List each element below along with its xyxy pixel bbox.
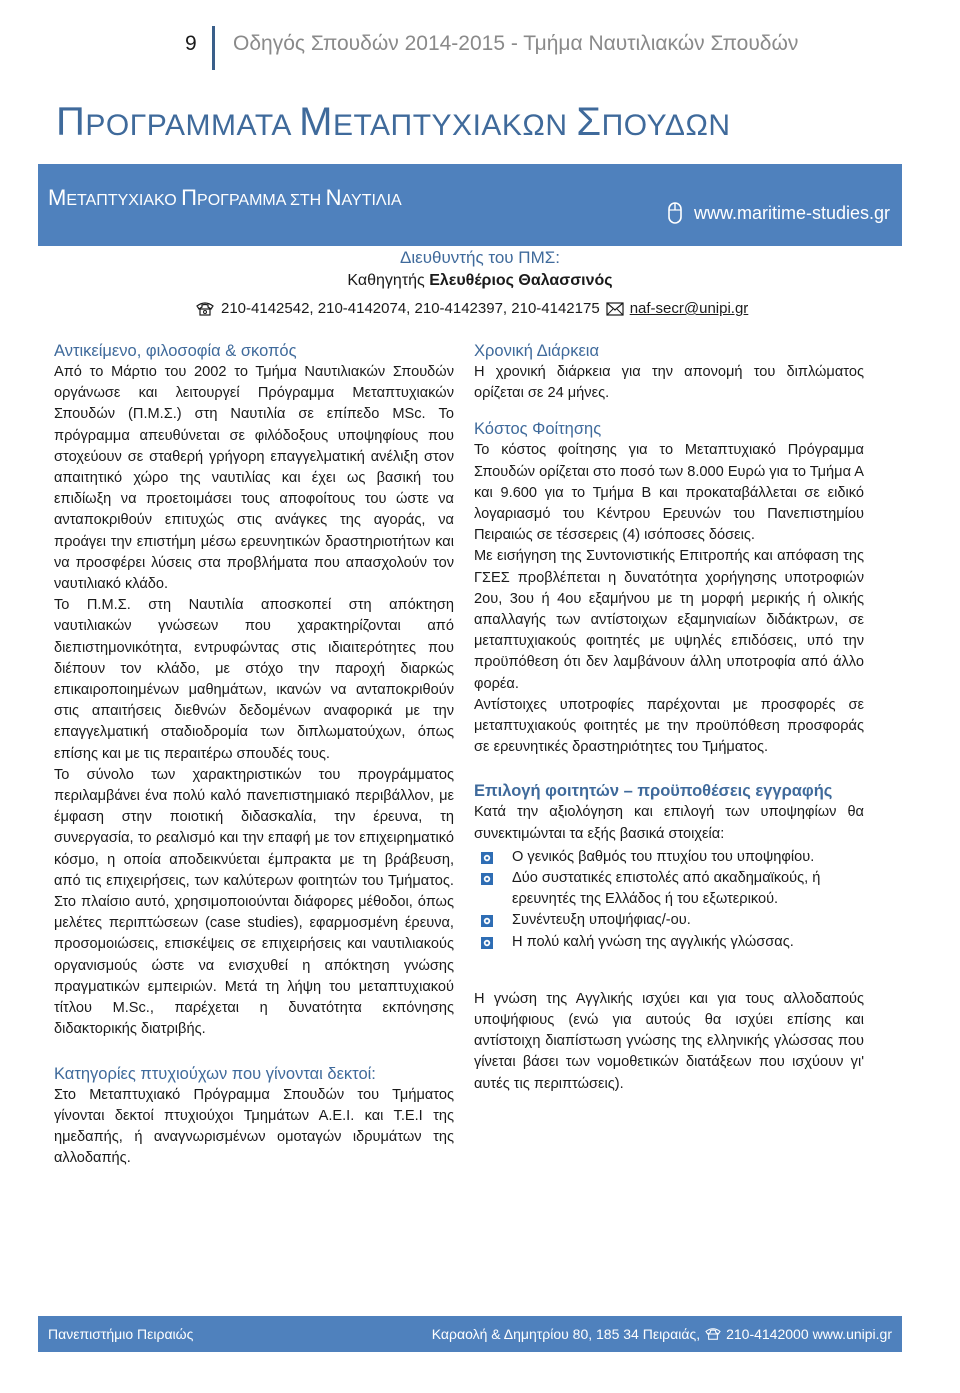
phone-icon xyxy=(195,301,215,317)
section-title-duration: Χρονική Διάρκεια xyxy=(474,342,600,360)
title-cap-2: Μ xyxy=(299,100,333,144)
director-name-line xyxy=(0,272,960,290)
criteria-text: Δύο συστατικές επιστολές από ακαδημαϊκούς, ή ερευνητές της Ελλάδος ή του εξωτερικού. xyxy=(512,870,821,908)
target-bullet-icon xyxy=(480,872,494,886)
objective-paragraph-2: Το Π.Μ.Σ. στη Ναυτιλία αποσκοπεί στη απόκτηση ναυτιλιακών γνώσεων που χαρακτηρίζονται από διεπιστημονικότητα, εντρυφώντας στις ιδιαιτερότητες που διέπουν τον κλάδο, με στόχο την παροχή διαρκώς επικαιροποιημένων μαθημάτων, ικανών να ανταποκριθούν στις απαιτήσεις διεθνών δεδομένων αναφορικά με την επαγγελματική σταδιοδρομία των διπλωματούχων, όπως επίσης και με τις περαιτέρω σπουδές τους. xyxy=(54,597,454,762)
email-link[interactable]: naf-secr@unipi.gr xyxy=(629,300,749,317)
footer-site-link[interactable]: www.unipi.gr xyxy=(812,1326,892,1342)
footer-phone: 210-4142000 xyxy=(726,1326,809,1342)
title-rest-2: ΕΤΑΠΤΥΧΙΑΚΩΝ xyxy=(332,109,577,142)
footer-contact xyxy=(432,1326,892,1342)
program-band xyxy=(38,164,902,246)
selection-paragraph-2: Η γνώση της Αγγλικής ισχύει και για τους αλλοδαπούς υποψήφιους (ενώ για αυτούς θα ισχύει επίσης και αντίστοιχη διαπίστωση γνώσης της ελληνικής γλώσσας που γίνεται βάσει των νομοθετικών διατάξεων που ισχύουν γι' αυτές τις περιπτώσεις). xyxy=(474,990,864,1092)
phone-numbers: 210-4142542, 210-4142074, 210-4142397, 210-4142175 xyxy=(221,300,600,317)
selection-criteria-list xyxy=(474,847,864,953)
page-heading: Οδηγός Σπουδών 2014-2015 - Τμήμα Ναυτιλιακών Σπουδών xyxy=(233,32,799,55)
list-item xyxy=(474,910,864,931)
website-text: www.maritime-studies.gr xyxy=(693,202,890,223)
contact-line xyxy=(195,300,748,317)
program-title xyxy=(48,185,402,211)
page-header xyxy=(0,18,960,70)
mouse-icon xyxy=(662,200,688,226)
envelope-icon xyxy=(606,302,624,316)
list-item xyxy=(474,847,864,868)
header-divider xyxy=(212,26,215,70)
director-prefix: Καθηγητής xyxy=(347,272,430,289)
director-label: Διευθυντής του ΠΜΣ: xyxy=(400,248,560,267)
section-title-cost: Κόστος Φοίτησης xyxy=(474,420,602,439)
band-cap-1: Μ xyxy=(48,185,67,210)
selection-paragraph-1: Κατά την αξιολόγηση και επιλογή των υποψηφίων θα συνεκτιμώνται τα εξής βασικά στοιχεία: xyxy=(474,804,864,842)
criteria-text: Συνέντευξη υποψήφιας/-ου. xyxy=(512,912,691,929)
target-bullet-icon xyxy=(480,914,494,928)
title-rest-3: ΠΟΥΔΩΝ xyxy=(601,109,731,142)
footer-address: Καραολή & Δημητρίου 80, 185 34 Πειραιάς, xyxy=(431,1326,701,1342)
criteria-text: Η πολύ καλή γνώση της αγγλικής γλώσσας. xyxy=(512,933,794,950)
page-title xyxy=(56,100,731,145)
title-rest-1: ΡΟΓΡΑΜΜΑΤΑ xyxy=(85,109,300,142)
list-item xyxy=(474,932,864,953)
cost-paragraph-3: Αντίστοιχες υποτροφίες παρέχονται με προσφορές σε μεταπτυχιακούς φοιτητές με την προϋπόθεση προσφοράς σε ερευνητικές δραστηριότητες του Τμήματος. xyxy=(474,696,864,756)
section-title-selection: Επιλογή φοιτητών – προϋποθέσεις εγγραφής xyxy=(474,782,833,801)
cost-paragraph-1: Το κόστος φοίτησης για το Μεταπτυχιακό Πρόγραμμα Σπουδών ορίζεται στο ποσό των 8.000 Ευρώ για το Τμήμα Α και 9.600 για το Τμήμα Β και προκαταβάλλεται σε ειδικό λογαριασμό του Κέντρου Ερευνών του Πανεπιστημίου Πειραιώς σε τέσσερεις (4) ισόποσες δόσεις. xyxy=(474,442,864,544)
objective-paragraph-3: Το σύνολο των χαρακτηριστικών του προγράμματος περιλαμβάνει ένα πολύ καλό πανεπιστημιακό περιβάλλον, με έμφαση στην ποιοτική διδασκαλία, την έρευνα, τη συνεργασία, το ρεαλισμό και την επαφή με τον επιχειρηματικό κόσμο, η οποία αποδεικνύεται έμπρακτα με τη βράβευση, από τις επιχειρήσεις, των καλύτερων φοιτητών του Τμήματος. Στο πλαίσιο αυτό, χρησιμοποιούνται διάφορες μέθοδοι, όπως μελέτες περιπτώσεων (case studies), εφαρμοσμένη έρευνα, προσομοιώσεις, επισκέψεις σε επιχειρήσεις και ναυτιλιακούς οργανισμούς ώστε να ενισχυθεί η απόκτηση γνώσης πραγματικών εμπειριών. Μετά τη λήψη του μεταπτυχιακού τίτλου M.Sc., παρέχεται η δυνατότητα εκπόνησης διδακτορικής διατριβής. xyxy=(54,766,454,1038)
target-bullet-icon xyxy=(480,851,494,865)
title-cap-3: Σ xyxy=(576,100,602,144)
section-title-admission-categories: Κατηγορίες πτυχιούχων που γίνονται δεκτοί: xyxy=(54,1064,376,1083)
band-rest-1: ΕΤΑΠΤΥΧΙΑΚΟ xyxy=(66,192,182,209)
title-cap-1: Π xyxy=(56,100,86,144)
objective-paragraph-1: Από το Μάρτιο του 2002 το Τμήμα Ναυτιλιακών Σπουδών οργάνωσε και λειτουργεί Πρόγραμμα Μεταπτυχιακών Σπουδών (Π.Μ.Σ.) στη Ναυτιλία σε επίπεδο MSc. Το πρόγραμμα απευθύνεται σε φιλόδοξους υποψηφίους που στοχεύουν σε σταθερή γρήγορη επαγγελματική ανέλιξη στον απαιτητικό χώρο της ναυτιλίας και έχει ως βασική του επιδίωξη να προετοιμάσει τους αποφοίτους του ώστε να ανταποκριθούν επιτυχώς στις ανάγκες της αγοράς, να προάγει την επιστήμη μέσω ερευνητικών δραστηριοτήτων και να προσφέρει λύσεις στα προβλήματα που απασχολούν τον ναυτιλιακό κλάδο. xyxy=(54,364,454,593)
footer-university: Πανεπιστήμιο Πειραιώς xyxy=(48,1326,194,1342)
website-link[interactable] xyxy=(662,200,890,226)
page-footer xyxy=(38,1316,902,1352)
right-column xyxy=(474,340,864,1095)
phone-icon xyxy=(704,1327,722,1341)
left-column xyxy=(54,340,454,1169)
band-rest-2: ΡΟΓΡΑΜΜΑ ΣΤΗ xyxy=(197,192,326,209)
target-bullet-icon xyxy=(480,936,494,950)
admission-categories-paragraph: Στο Μεταπτυχιακό Πρόγραμμα Σπουδών του Τμήματος γίνονται δεκτοί πτυχιούχοι Τμημάτων Α.Ε.Ι. και Τ.Ε.Ι της ημεδαπής, ή αναγνωρισμένων ομοταγών ιδρυμάτων της αλλοδαπής. xyxy=(54,1086,454,1167)
criteria-text: Ο γενικός βαθμός του πτυχίου του υποψηφίου. xyxy=(512,848,815,865)
section-title-objective: Αντικείμενο, φιλοσοφία & σκοπός xyxy=(54,342,297,360)
duration-paragraph: Η χρονική διάρκεια για την απονομή του διπλώματος ορίζεται σε 24 μήνες. xyxy=(474,364,864,402)
cost-paragraph-2: Με εισήγηση της Συντονιστικής Επιτροπής και απόφαση της ΓΣΕΣ προβλέπεται η δυνατότητα χορήγησης υποτροφιών 2ου, 3ου ή 4ου εξαμήνου με τη μορφή μερικής ή ολικής απαλλαγής των αντίστοιχων εξαμηνιαίων διδάκτρων, σε μεταπτυχιακούς φοιτητές με υψηλές επιδόσεις, υπό την προϋπόθεση ότι δεν λαμβάνουν άλλη υποτροφία από άλλο φορέα. xyxy=(474,548,864,692)
list-item xyxy=(474,868,864,910)
director-name: Ελευθέριος Θαλασσινός xyxy=(429,272,613,289)
band-cap-3: Ν xyxy=(325,185,342,210)
band-rest-3: ΑΥΤΙΛΙΑ xyxy=(341,192,402,209)
page-number: 9 xyxy=(185,32,197,55)
band-cap-2: Π xyxy=(181,185,198,210)
